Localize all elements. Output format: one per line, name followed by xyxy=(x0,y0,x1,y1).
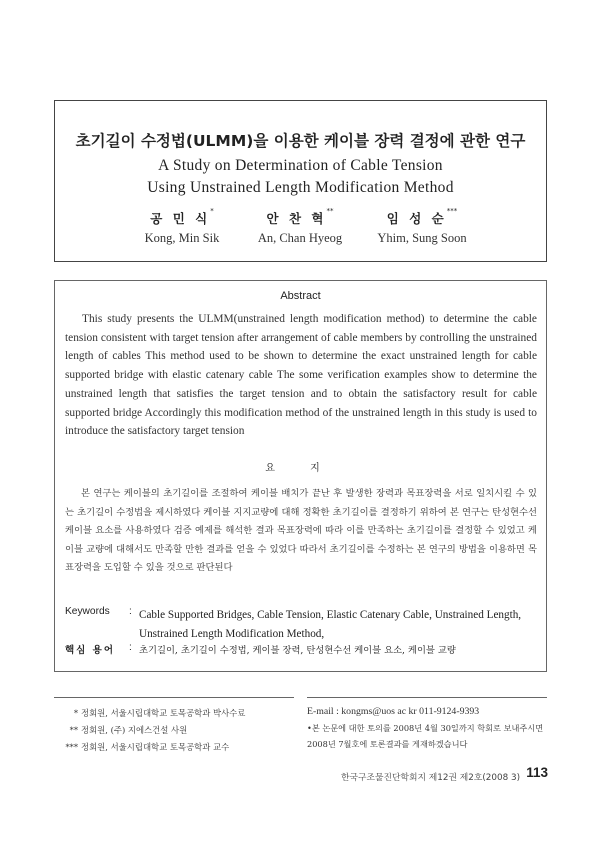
abstract-box xyxy=(54,280,547,672)
keywords-colon: : xyxy=(129,606,132,617)
author-affiliations xyxy=(54,705,299,756)
korean-summary-text: 본 연구는 케이블의 초기길이를 조절하여 케이블 배치가 끝난 후 발생한 장력과 목표장력을 서로 일치시킬 수 있는 초기길이 수정법을 제시하였다 케이블 지지교량에 대해 정확한 초기길이를 결정하기 위하여 본 연구는 탄성현수선 케이블 요소를 사용하였다 검증 예제를 해석한 결과 목표장력에 따라 이를 만족하는 초기길이를 결정할 수 있었고 케이블 교량에 대해서도 만족할 만한 결과를 얻을 수 있었다 따라서 초기길이를 수정하는 본 연구의 방법을 이용하면 목표장력을 도입할 수 있을 것으로 판단된다 xyxy=(65,488,537,573)
author-1-english: Kong, Min Sik xyxy=(144,231,220,245)
contact-email: E-mail : kongms@uos ac kr 011-9124-9393 xyxy=(307,706,480,717)
keywords-value: Cable Supported Bridges, Cable Tension, Elastic Catenary Cable, Unstrained Length, Unstrained Length Modification Method, xyxy=(139,609,522,640)
journal-citation: 한국구조물진단학회지 제12권 제2호(2008 3) xyxy=(341,773,520,783)
footnote-divider-right xyxy=(307,697,547,698)
title-english-line1: A Study on Determination of Cable Tension xyxy=(158,157,443,174)
author-3-korean: 임 성 순*** xyxy=(386,207,458,226)
author-3-english: Yhim, Sung Soon xyxy=(377,231,467,245)
keywords-korean-value: 초기길이, 초기길이 수정법, 케이블 장력, 탄성현수선 케이블 요소, 케이블 교량 xyxy=(139,645,456,656)
affiliation-1: * 정회원, 서울시립대학교 토목공학과 박사수료 xyxy=(73,708,246,718)
title-korean: 초기길이 수정법(ULMM)을 이용한 케이블 장력 결정에 관한 연구 xyxy=(75,132,526,150)
footnote-divider-left xyxy=(54,697,294,698)
abstract-heading: Abstract xyxy=(280,290,321,302)
affiliation-3: *** 정회원, 서울시립대학교 토목공학과 교수 xyxy=(65,742,230,752)
keywords-row xyxy=(65,606,543,643)
contact-and-notice xyxy=(307,704,552,752)
author-1-korean: 공 민 식* xyxy=(150,207,214,226)
page-number: 113 xyxy=(526,765,548,780)
author-2-english: An, Chan Hyeog xyxy=(257,231,343,245)
keywords-korean-colon: : xyxy=(129,642,132,653)
korean-summary-heading: 요 지 xyxy=(265,463,336,474)
author-2-korean: 안 찬 혁** xyxy=(266,207,334,226)
keywords-label: Keywords xyxy=(65,606,110,617)
discussion-notice: •본 논문에 대한 토의를 2008년 4월 30일까지 학회로 보내주시면 2008년 7월호에 토론결과를 게재하겠습니다 xyxy=(307,723,544,749)
keywords-korean-row xyxy=(65,642,543,661)
title-english-line2: Using Unstrained Length Modification Method xyxy=(147,179,454,196)
title-box xyxy=(54,100,547,262)
abstract-text: This study presents the ULMM(unstrained length modification method) to determine the cable tension consistent with target tension after arrangement of cable members by controlling the unstrained length of cables This method used to be shown to determine the exact unstrained length for cable supported bridge with elastic catenary cable The some verification examples show to determine the unstrained length that satisfies the target tension and to obtain the satisfactory result for cable supported bridge Accordingly this modification method of the unstrained length in this study is used to introduce the satisfactory target tension xyxy=(65,313,537,438)
affiliation-2: ** 정회원, (주) 지에스건설 사원 xyxy=(69,725,188,735)
keywords-korean-label: 핵심 용어 xyxy=(65,645,116,656)
